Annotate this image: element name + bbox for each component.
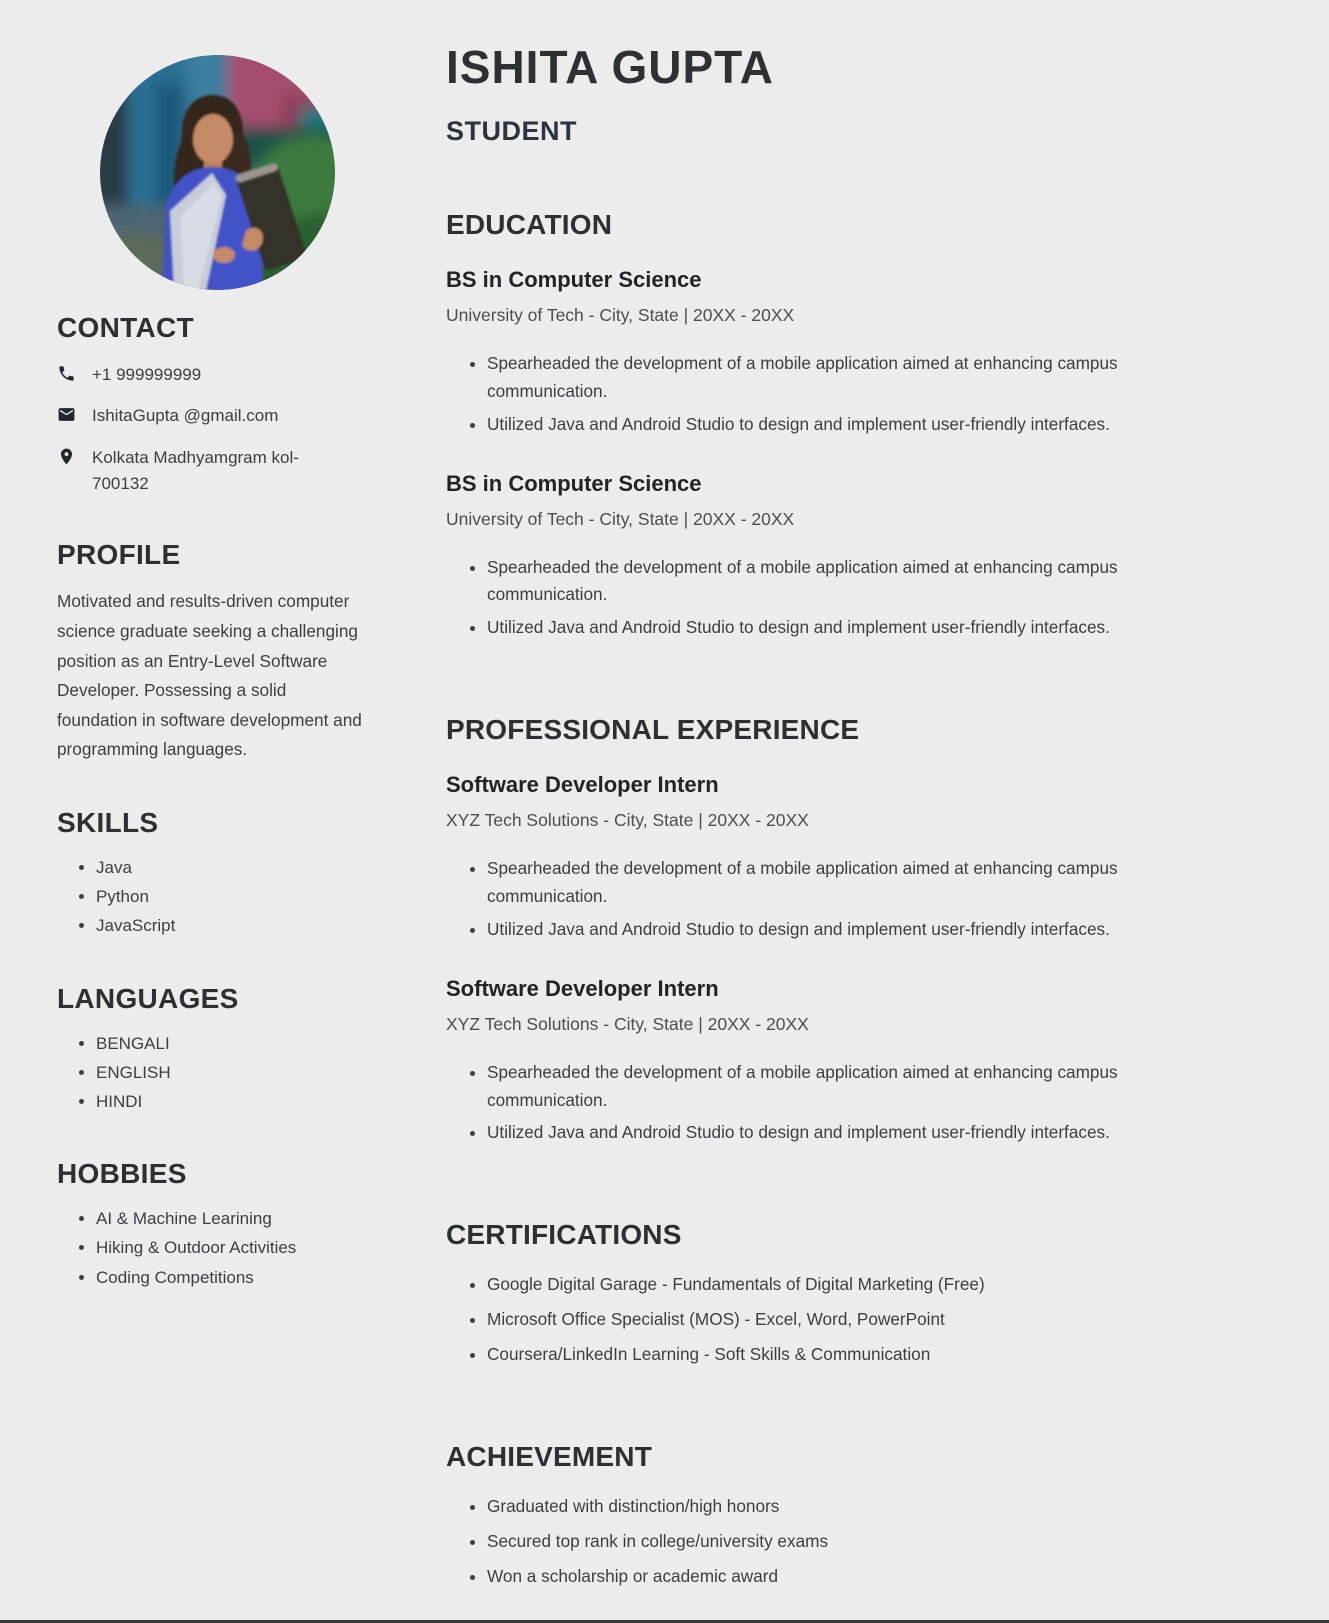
- achievement-heading: ACHIEVEMENT: [446, 1440, 652, 1472]
- languages-section: [57, 983, 410, 1117]
- bullet-item: • Utilized Java and Android Studio to design and implement user-friendly interfaces.: [487, 916, 1158, 944]
- contact-address-text: Kolkata Madhyamgram kol-700132: [92, 447, 299, 494]
- skill-item: • Python: [96, 882, 410, 911]
- contact-item-phone: [57, 362, 410, 388]
- certifications-section: [446, 1219, 1205, 1369]
- degree-title: BS in Computer Science: [446, 267, 702, 292]
- experience-entry: [446, 976, 1205, 1148]
- person-name: ISHITA GUPTA: [446, 41, 775, 93]
- bullet-item: • Spearheaded the development of a mobile application aimed at enhancing campus communication.: [487, 350, 1158, 406]
- achievement-item: • Graduated with distinction/high honors: [487, 1493, 1158, 1521]
- contact-email-text: IshitaGupta @gmail.com: [92, 406, 279, 426]
- experience-entry: [446, 772, 1205, 944]
- languages-list: [57, 1029, 410, 1117]
- profile-heading: PROFILE: [57, 539, 181, 571]
- profile-photo-illustration: [100, 55, 335, 290]
- skills-list: [57, 853, 410, 941]
- envelope-icon: [57, 405, 77, 425]
- hobby-item: • Coding Competitions: [96, 1263, 410, 1292]
- location-pin-icon: [57, 447, 77, 467]
- language-item: • BENGALI: [96, 1029, 410, 1058]
- achievement-section: [446, 1441, 1205, 1591]
- language-item: • HINDI: [96, 1087, 410, 1116]
- education-heading: EDUCATION: [446, 209, 613, 240]
- main-column: [446, 0, 1329, 1597]
- contact-item-address: [57, 445, 410, 498]
- bullet-item: • Utilized Java and Android Studio to design and implement user-friendly interfaces.: [487, 614, 1158, 642]
- job-title: Software Developer Intern: [446, 772, 719, 798]
- education-bullets: [446, 554, 1158, 643]
- skills-heading: SKILLS: [57, 806, 159, 838]
- skill-item: • Java: [96, 853, 410, 882]
- hobby-item: • AI & Machine Learining: [96, 1204, 410, 1233]
- language-item: • ENGLISH: [96, 1058, 410, 1087]
- skill-item: • JavaScript: [96, 911, 410, 940]
- degree-subtitle: University of Tech - City, State | 20XX - 20XX: [446, 305, 795, 325]
- contact-heading: CONTACT: [57, 312, 194, 343]
- profile-summary: Motivated and results-driven computer science graduate seeking a challenging position as an Entry-Level Software Developer. Possessing a solid foundation in software development and programming languages.: [57, 591, 362, 760]
- education-entry: [446, 471, 1205, 643]
- certifications-heading: CERTIFICATIONS: [446, 1219, 682, 1251]
- job-subtitle: XYZ Tech Solutions - City, State | 20XX - 20XX: [446, 810, 809, 831]
- person-title: STUDENT: [446, 116, 577, 146]
- hobbies-heading: HOBBIES: [57, 1158, 187, 1190]
- achievement-item: • Won a scholarship or academic award: [487, 1563, 1158, 1591]
- degree-subtitle: University of Tech - City, State | 20XX - 20XX: [446, 508, 795, 529]
- contact-phone-text: +1 999999999: [92, 365, 202, 384]
- phone-icon: [57, 364, 77, 384]
- contact-list: [57, 362, 410, 497]
- job-title: Software Developer Intern: [446, 975, 719, 1001]
- languages-heading: LANGUAGES: [57, 982, 239, 1014]
- bullet-item: • Spearheaded the development of a mobile application aimed at enhancing campus communication.: [487, 1059, 1158, 1115]
- certification-item: • Google Digital Garage - Fundamentals of Digital Marketing (Free): [487, 1271, 1158, 1299]
- experience-bullets: [446, 1059, 1158, 1148]
- profile-section: [57, 539, 410, 764]
- job-subtitle: XYZ Tech Solutions - City, State | 20XX - 20XX: [446, 1013, 809, 1034]
- certifications-list: [446, 1271, 1158, 1369]
- contact-section: [57, 312, 410, 497]
- certification-item: • Coursera/LinkedIn Learning - Soft Skills & Communication: [487, 1341, 1158, 1369]
- education-section: [446, 209, 1205, 642]
- sidebar: [0, 0, 446, 1597]
- hobbies-list: [57, 1204, 410, 1292]
- education-entry: [446, 267, 1205, 439]
- bullet-item: • Utilized Java and Android Studio to design and implement user-friendly interfaces.: [487, 1119, 1158, 1147]
- hobbies-section: [57, 1158, 410, 1292]
- experience-heading: PROFESSIONAL EXPERIENCE: [446, 714, 860, 746]
- certification-item: • Microsoft Office Specialist (MOS) - Excel, Word, PowerPoint: [487, 1306, 1158, 1334]
- education-bullets: [446, 350, 1158, 439]
- achievement-list: [446, 1493, 1158, 1591]
- bullet-item: • Utilized Java and Android Studio to design and implement user-friendly interfaces.: [487, 411, 1158, 439]
- achievement-item: • Secured top rank in college/university exams: [487, 1528, 1158, 1556]
- degree-title: BS in Computer Science: [446, 470, 702, 496]
- bullet-item: • Spearheaded the development of a mobile application aimed at enhancing campus communication.: [487, 855, 1158, 911]
- profile-photo: [100, 55, 335, 290]
- experience-bullets: [446, 855, 1158, 944]
- experience-section: [446, 714, 1205, 1147]
- skills-section: [57, 807, 410, 941]
- bullet-item: • Spearheaded the development of a mobile application aimed at enhancing campus communication.: [487, 554, 1158, 610]
- contact-item-email: [57, 403, 410, 429]
- hobby-item: • Hiking & Outdoor Activities: [96, 1233, 410, 1262]
